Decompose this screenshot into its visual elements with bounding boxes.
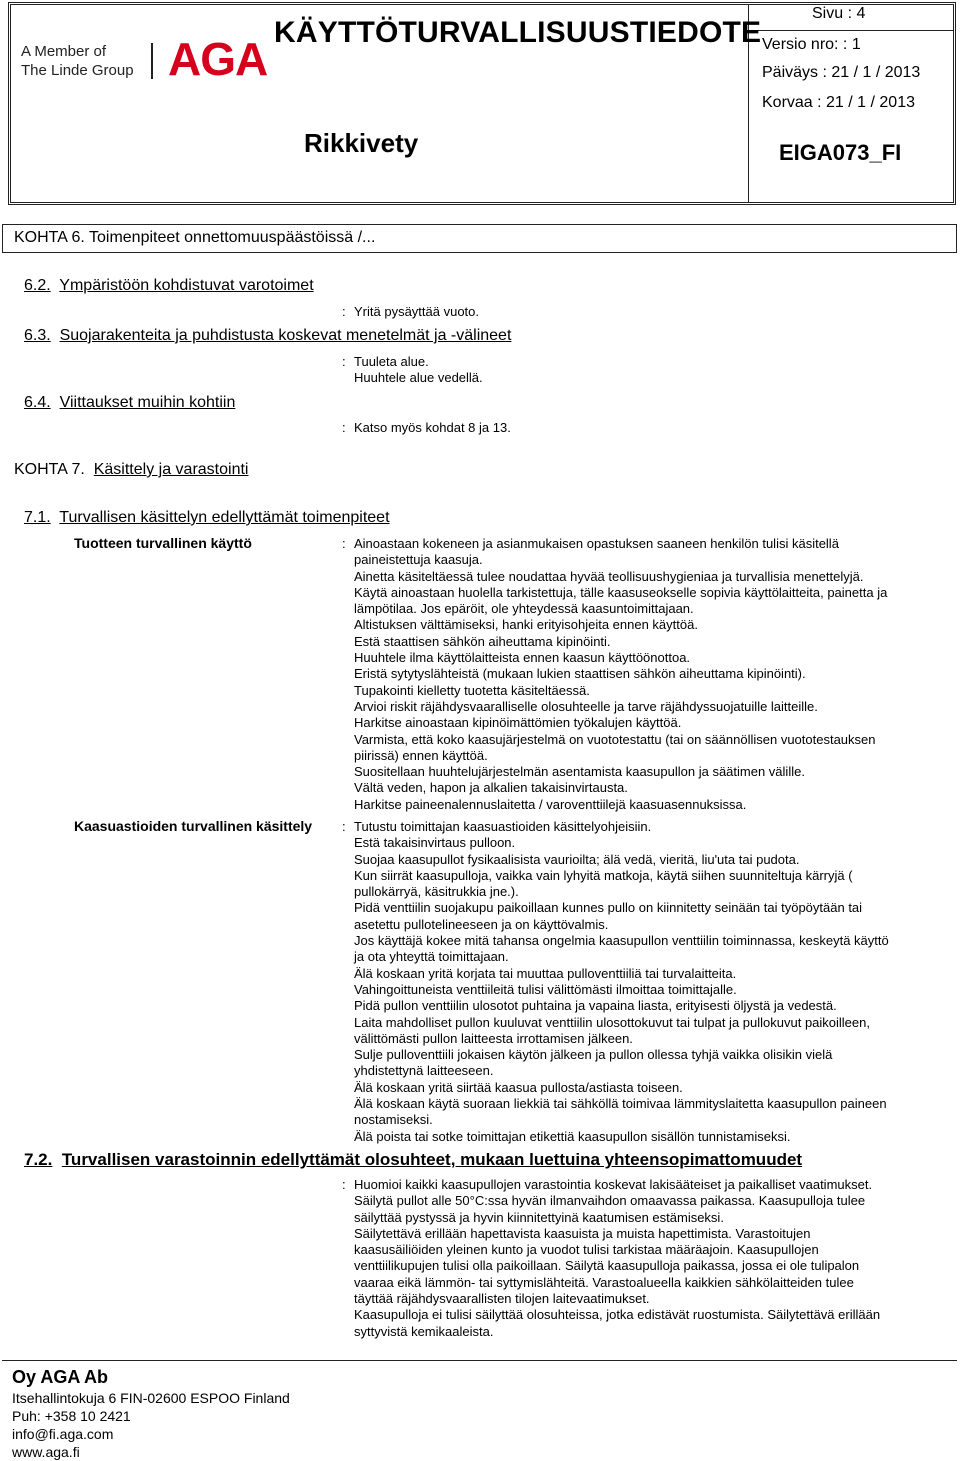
text-line: Harkitse ainoastaan kipinöimättömien työkalujen käyttöä.: [354, 715, 682, 731]
container-handling-text: [354, 819, 889, 1145]
text-line: ja ota yhteyttä toimittajaan.: [354, 949, 509, 965]
heading-7-1-number: 7.1.: [24, 509, 51, 526]
text-line: Sulje pulloventtiili jokaisen käytön jälkeen ja pullon ollessa tyhjä vaikka olisikin vielä: [354, 1047, 833, 1063]
logo-member-line1: A Member of: [21, 43, 107, 60]
footer-website[interactable]: www.aga.fi: [12, 1444, 80, 1460]
text-line: Harkitse paineenalennuslaitetta / varoventtiilejä kaasuasennuksissa.: [354, 796, 747, 812]
footer-company: Oy AGA Ab: [12, 1367, 109, 1387]
colon: :: [342, 819, 346, 834]
text-6-3-line: Huuhtele alue vedellä.: [354, 370, 483, 385]
footer-phone: Puh: +358 10 2421: [12, 1408, 131, 1424]
text-line: Käytä ainoastaan huolella tarkistettuja, tälle kaasuseokselle sopivia käyttölaitteita, painetta ja: [354, 584, 888, 600]
section-7-title: Käsittely ja varastointi: [93, 461, 249, 478]
colon: :: [342, 420, 346, 435]
section-6-heading: KOHTA 6. Toimenpiteet onnettomuuspäästöissä /...: [14, 229, 376, 246]
text-line: Laita mahdolliset pullon kuuluvat venttiilin ulosottokuvut tai tulpat ja pullokuvut paikoilleen,: [354, 1014, 870, 1030]
text-6-3-line: Tuuleta alue.: [354, 354, 429, 369]
text-line: Kaasupulloja ei tulisi säilyttää olosuhteissa, jotka edistävät ruostumista. Säilytettävä erillään: [354, 1307, 881, 1323]
text-line: Altistuksen välttämiseksi, hanki erityisohjeita ennen käyttöä.: [354, 617, 698, 633]
footer-address: Itsehallintokuja 6 FIN-02600 ESPOO Finland: [12, 1390, 290, 1406]
heading-6-2-title: Ympäristöön kohdistuvat varotoimet: [59, 277, 314, 294]
storage-text: [354, 1177, 880, 1340]
text-line: yhdistettynä laitteeseen.: [354, 1063, 494, 1079]
text-line: Huuhtele ilma käyttölaitteista ennen kaasun käyttöönottoa.: [354, 650, 691, 666]
text-line: Jos käyttäjä kokee mitä tahansa ongelmia kaasupullon venttiilin toiminnassa, keskeytä käyttö: [354, 933, 889, 949]
text-line: Kun siirrät kaasupulloja, vaikka vain lyhyitä matkoja, käytä siihen suunniteltuja kärryjä (: [354, 867, 853, 883]
heading-6-2: [24, 277, 314, 295]
text-line: Suositellaan huuhtelujärjestelmän asentamista kaasupullon ja säätimen välille.: [354, 764, 805, 780]
text-line: lämpötilaa. Jos epäröit, ole yhteydessä kaasuntoimittajaan.: [354, 601, 694, 617]
text-line: Säilytettävä erillään hapettavista kaasuista ja muista hapettimista. Varastoitujen: [354, 1225, 811, 1241]
heading-7-2-number: 7.2.: [24, 1150, 53, 1169]
text-line: Älä poista tai sotke toimittajan etikettiä kaasupullon sisällön tunnistamiseksi.: [354, 1128, 791, 1144]
container-handling-label: Kaasuastioiden turvallinen käsittely: [74, 818, 313, 834]
text-line: nostamiseksi.: [354, 1112, 433, 1128]
text-line: Pidä venttiilin suojakupu paikoillaan kunnes pullo on kiinnitetty seinään tai työpöytään tai: [354, 900, 863, 916]
heading-section-7: [14, 461, 248, 479]
heading-6-4-number: 6.4.: [24, 394, 51, 411]
safe-use-text: [354, 536, 887, 813]
heading-7-1-title: Turvallisen käsittelyn edellyttämät toimenpiteet: [59, 509, 390, 526]
text-line: Estä takaisinvirtaus pulloon.: [354, 835, 516, 851]
colon: :: [342, 1177, 346, 1192]
text-line: Varmista, että koko kaasujärjestelmä on vuototestattu (tai on säännöllisen vuototestauksen: [354, 731, 876, 747]
text-line: Älä koskaan käytä suoraan liekkiä tai sähköllä toimivaa lämmityslaitetta kaasupullon paineen: [354, 1096, 887, 1112]
text-line: Älä koskaan yritä siirtää kaasua pullosta/astiasta toiseen.: [354, 1079, 683, 1095]
aga-logo: AGA: [168, 33, 268, 85]
heading-6-2-number: 6.2.: [24, 277, 51, 294]
document-title: KÄYTTÖTURVALLISUUSTIEDOTE: [274, 16, 762, 49]
heading-7-2-title: Turvallisen varastoinnin edellyttämät olosuhteet, mukaan luettuina yhteensopimattomuudet: [61, 1150, 803, 1169]
header-page-divider: [748, 30, 954, 31]
section-7-number: KOHTA 7.: [14, 461, 85, 478]
text-line: Estä staattisen sähkön aiheuttama kipinöinti.: [354, 633, 611, 649]
supersedes-date: Korvaa : 21 / 1 / 2013: [762, 94, 915, 111]
colon: :: [342, 354, 346, 369]
logo-member-text: [21, 42, 134, 80]
heading-6-3-number: 6.3.: [24, 327, 51, 344]
text-line: välittömästi pullon laitteesta irrottamisen jälkeen.: [354, 1030, 633, 1046]
colon: :: [342, 304, 346, 319]
text-line: Eristä sytytyslähteistä (mukaan lukien staattisen sähkön aiheuttama kipinöinti).: [354, 666, 806, 682]
text-line: täyttää räjähdysvaarallisten tilojen laitevaatimukset.: [354, 1291, 650, 1307]
product-name: Rikkivety: [304, 128, 419, 158]
text-line: Älä koskaan yritä korjata tai muuttaa pulloventtiiliä tai turvalaitteita.: [354, 965, 737, 981]
heading-6-4: [24, 394, 235, 412]
heading-7-2: [24, 1150, 802, 1170]
text-line: Tupakointi kielletty tuotetta käsiteltäessä.: [354, 682, 590, 698]
text-line: Tutustu toimittajan kaasuastioiden käsittelyohjeisiin.: [354, 819, 652, 834]
heading-6-3: [24, 327, 511, 345]
text-line: Vältä veden, hapon ja alkalien takaisinvirtausta.: [354, 780, 628, 796]
version-number: Versio nro: : 1: [762, 36, 861, 53]
heading-6-3-title: Suojarakenteita ja puhdistusta koskevat menetelmät ja -välineet: [59, 327, 512, 344]
text-line: säilyttää pystyssä ja hyvin kiinnitettyinä kaatumisen estämiseksi.: [354, 1209, 724, 1225]
text-line: Arvioi riskit räjähdysvaaralliselle olosuhteelle ja tarve räjähdyssuojatuille laitteille.: [354, 698, 818, 714]
text-line: Pidä pullon venttiilin ulosotot puhtaina ja vapaina liasta, erityisesti öljystä ja vedestä.: [354, 998, 837, 1014]
page-number: Sivu : 4: [812, 5, 866, 22]
issue-date: Päiväys : 21 / 1 / 2013: [762, 64, 921, 81]
text-line: Ainoastaan kokeneen ja asianmukaisen opastuksen saaneen henkilön tulisi käsitellä: [354, 536, 839, 551]
text-line: kaasusäiliöiden yleinen kunto ja vuodot tulisi tarkistaa määräajoin. Kaasupullojen: [354, 1242, 819, 1258]
text-line: piirissä) ennen käyttöä.: [354, 747, 488, 763]
document-code: EIGA073_FI: [779, 140, 902, 165]
logo-separator: [151, 43, 153, 79]
footer-divider: [2, 1360, 957, 1361]
text-line: asetettu pullotelineeseen ja on käyttövalmis.: [354, 916, 609, 932]
heading-6-4-title: Viittaukset muihin kohtiin: [59, 394, 236, 411]
text-line: venttiilikupujen tulisi olla paikoillaan. Säilytä kaasupulloja paikassa, jossa ei ole tulipalon: [354, 1258, 860, 1274]
safe-use-label: Tuotteen turvallinen käyttö: [74, 535, 252, 551]
text-line: pullokärryä, käsitrukkia jne.).: [354, 884, 519, 900]
text-line: syttyvistä kemikaaleista.: [354, 1323, 494, 1339]
text-line: Suojaa kaasupullot fysikaalisista vaurioilta; älä vedä, vieritä, liu'uta tai pudota.: [354, 851, 800, 867]
text-6-2-line: Yritä pysäyttää vuoto.: [354, 304, 480, 319]
text-line: Ainetta käsiteltäessä tulee noudattaa hyvää teollisuushygieniaa ja turvallisia menettelyjä.: [354, 568, 864, 584]
text-line: vaaraa eikä lämmön- tai syttymislähteitä. Varastoalueella kaikkien sähkölaitteiden tulee: [354, 1274, 854, 1290]
text-line: Huomioi kaikki kaasupullojen varastointia koskevat lakisääteiset ja paikalliset vaatimukset.: [354, 1177, 873, 1192]
text-line: Säilytä pullot alle 50°C:ssa hyvän ilmanvaihdon omaavassa paikassa. Kaasupulloja tulee: [354, 1193, 866, 1209]
text-6-4-line: Katso myös kohdat 8 ja 13.: [354, 420, 511, 435]
text-line: paineistettuja kaasuja.: [354, 552, 483, 568]
footer-email[interactable]: info@fi.aga.com: [12, 1426, 114, 1442]
text-line: Vahingoittuneista venttiileitä tulisi välittömästi ilmoittaa toimittajalle.: [354, 981, 737, 997]
logo-member-line2: The Linde Group: [21, 62, 134, 79]
colon: :: [342, 536, 346, 551]
heading-7-1: [24, 509, 390, 527]
